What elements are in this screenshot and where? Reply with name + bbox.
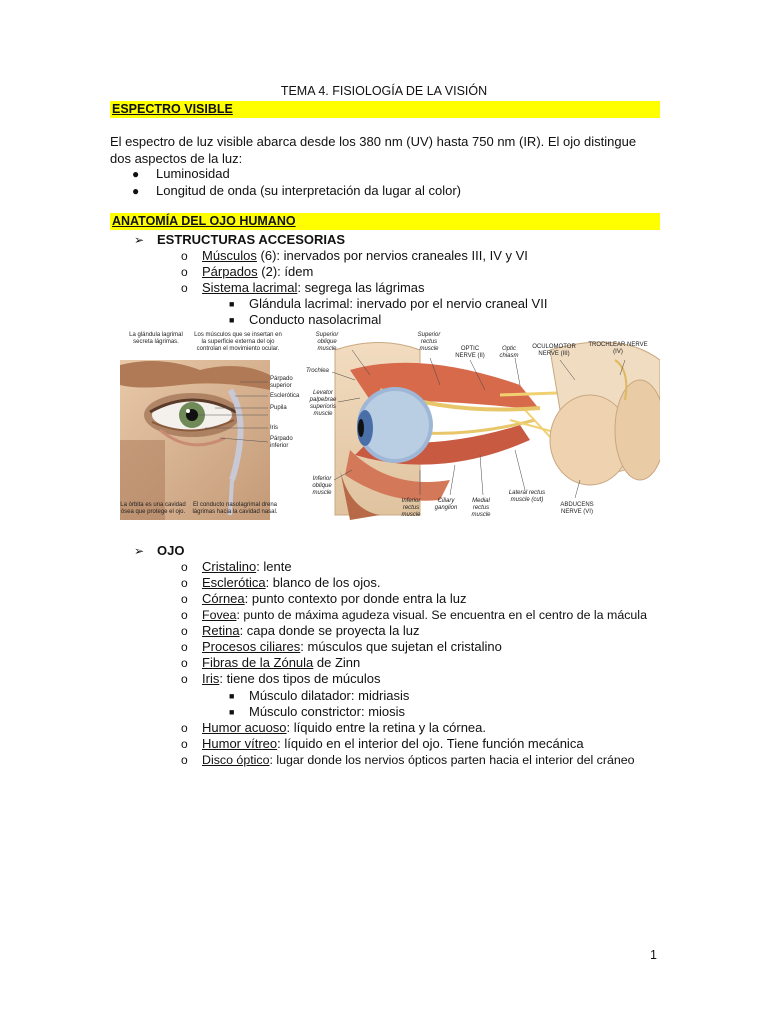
eye-anatomy-illustration [120,330,660,528]
eye-anatomy-figure [120,330,660,528]
square-bullet-icon: ■ [229,315,235,325]
circle-bullet-icon: o [181,560,188,574]
list-item: Retina: capa donde se proyecta la luz [202,623,420,638]
figure-label: Inferior oblique muscle [312,476,332,496]
figure-label: El conducto nasolagrimal drena lágrimas hacia la cavidad nasal. [192,502,278,515]
figure-label: Párpado inferior [270,436,293,449]
figure-label: La órbita es una cavidad ósea que protege el ojo. [120,502,186,515]
figure-label: Iris [270,425,278,431]
circle-bullet-icon: o [181,737,188,751]
square-bullet-icon: ■ [229,691,235,701]
document-title: TEMA 4. FISIOLOGÍA DE LA VISIÓN [280,84,488,98]
list-item: Córnea: punto contexto por donde entra la luz [202,591,467,606]
figure-label: Superior rectus muscle [417,332,441,352]
list-item: Músculo constrictor: miosis [249,704,406,719]
list-item: Músculos (6): inervados por nervios craneales III, IV y VI [202,248,528,263]
section-heading-anatomia [110,213,660,230]
circle-bullet-icon: o [181,592,188,606]
circle-bullet-icon: o [181,721,188,735]
circle-bullet-icon: o [181,576,188,590]
list-item: Músculo dilatador: midriasis [249,688,410,703]
bullet-icon: ● [132,184,140,198]
figure-label: Inferior rectus muscle [401,498,421,518]
page-number: 1 [650,948,657,962]
list-item: Párpados (2): ídem [202,264,314,279]
figure-label: ABDUCENS NERVE (VI) [560,502,594,515]
section-heading-text: ANATOMÍA DEL OJO HUMANO [112,214,296,228]
circle-bullet-icon: o [181,265,188,279]
circle-bullet-icon: o [181,249,188,263]
list-item: Conducto nasolacrimal [249,312,382,327]
figure-label: Superior oblique muscle [315,332,339,352]
figure-label: OCULOMOTOR NERVE (III) [532,344,576,357]
figure-label: Trochlea [306,368,329,374]
list-item: Humor acuoso: líquido entre la retina y la córnea. [202,720,486,735]
list-item: Longitud de onda (su interpretación da lugar al color) [156,183,461,198]
list-item: Procesos ciliares: músculos que sujetan el cristalino [202,639,502,654]
list-item: Disco óptico: lugar donde los nervios ópticos parten hacia el interior del cráneo [202,753,635,767]
list-item: Humor vítreo: líquido en el interior del ojo. Tiene función mecánica [202,736,584,751]
section-heading-text: ESPECTRO VISIBLE [112,102,233,116]
circle-bullet-icon: o [181,753,188,767]
figure-label: Párpado superior [270,376,293,389]
list-item: Sistema lacrimal: segrega las lágrimas [202,280,425,295]
circle-bullet-icon: o [181,624,188,638]
figure-label: Levator palpebrae superioris muscle [309,390,337,417]
figure-label: La glándula lagrimal secreta lágrimas. [129,332,183,345]
circle-bullet-icon: o [181,672,188,686]
bullet-icon: ● [132,167,140,181]
section-heading-espectro [110,101,660,118]
figure-label: TROCHLEAR NERVE (IV) [588,342,648,355]
list-item: Fibras de la Zónula de Zinn [202,655,361,670]
list-item: Esclerótica: blanco de los ojos. [202,575,381,590]
figure-label: Pupila [270,405,287,411]
subheading-ojo: OJO [157,543,185,558]
figure-label: Medial rectus muscle [471,498,491,518]
list-item: Cristalino: lente [202,559,292,574]
figure-label: OPTIC NERVE (II) [455,346,485,359]
circle-bullet-icon: o [181,656,188,670]
subheading-estructuras: ESTRUCTURAS ACCESORIAS [157,232,346,247]
list-item: Glándula lacrimal: inervado por el nervio craneal VII [249,296,548,311]
figure-label: Optic chiasm [499,346,519,359]
figure-label: Ciliary ganglion [434,498,458,511]
arrow-bullet-icon: ➢ [134,544,145,558]
figure-label: Esclerótica [270,393,300,399]
circle-bullet-icon: o [181,608,188,622]
list-item: Luminosidad [156,166,230,181]
square-bullet-icon: ■ [229,299,235,309]
list-item: Fovea: punto de máxima agudeza visual. Se encuentra en el centro de la mácula [202,608,647,622]
square-bullet-icon: ■ [229,707,235,717]
paragraph-espectro: El espectro de luz visible abarca desde los 380 nm (UV) hasta 750 nm (IR). El ojo distingue dos aspectos de la luz: [110,134,637,166]
arrow-bullet-icon: ➢ [134,233,145,247]
list-item: Iris: tiene dos tipos de múculos [202,671,381,686]
figure-label: Los músculos que se insertan en la superficie externa del ojo controlan el movimiento ocular. [194,332,282,352]
figure-label: Lateral rectus muscle (cut) [508,490,546,503]
circle-bullet-icon: o [181,640,188,654]
circle-bullet-icon: o [181,281,188,295]
